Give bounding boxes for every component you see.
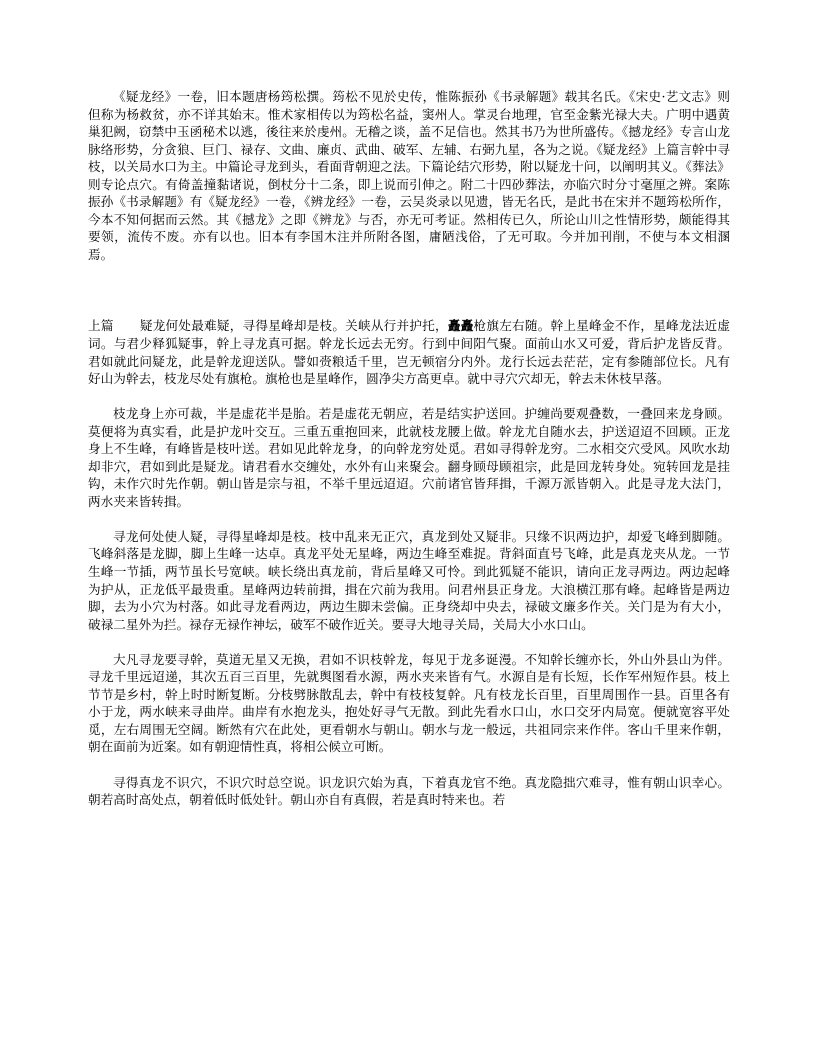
paragraph-3: 寻龙何处使人疑，寻得星峰却是枝。枝中乱来无正穴，真龙到处又疑非。只缘不识两边护，却爱飞峰到脚随。飞峰斜落是龙脚，脚上生峰一达卓。真龙平处无星峰，两边生峰至难捉。背斜面直号飞峰，此是真龙夹从龙。一节生峰一节插，两节虽长号宽峡。峡长绕出真龙前，背后星峰又可怜。到此狐疑不能识，请向正龙寻两边。两边起峰为护从，正龙低平最贵重。星峰两边转前揖，揖在穴前为我用。问君州县正身龙。大浪横江那有峰。起峰皆是两边脚，去为小穴为村落。如此寻龙看两边，两边生脚未尝偏。正身绕却中央去，禄破文廉多作关。关门是为有大小，破禄二星外为拦。禄存无禄作神坛，破军不破作近关。要寻大地寻关局，关局大小水口山。 <box>88 528 730 632</box>
paragraph-gap-1 <box>88 388 730 406</box>
emphasized-glyphs: 矗矗 <box>447 318 474 334</box>
paragraph-preface: 《疑龙经》一卷，旧本题唐杨筠松撰。筠松不见於史传，惟陈振孙《书录解题》载其名氏。《宋史·艺文志》则但称为杨救贫，亦不详其始末。惟术家相传以为筠松名益，窦州人。掌灵台地理，官至金紫光禄大夫。广明中遇黄巢犯阙，窃禁中玉函秘术以逃，後往来於虔州。无稽之谈，盖不足信也。然其书乃为世所盛传。《撼龙经》专言山龙脉络形势，分贪狼、巨门、禄存、文曲、廉贞、武曲、破军、左辅、右弼九星，各为之说。《疑龙经》上篇言幹中寻枝，以关局水口为主。中篇论寻龙到头，看面背朝迎之法。下篇论结穴形势，附以疑龙十问，以阐明其义。《葬法》则专论点穴。有倚盖撞黏诸说，倒杖分十二条，即上说而引伸之。附二十四砂葬法，亦临穴时分寸毫厘之辨。案陈振孙《书录解题》有《疑龙经》一卷，《辨龙经》一卷，云吴炎录以见遗，皆无名氏，是此书在宋并不题筠松所作，今本不知何据而云然。其《撼龙》之即《辨龙》与否，亦无可考证。然相传已久，所论山川之性情形势，颇能得其要领，流传不废。亦有以也。旧本有李国木注并所附各图，庸陋浅俗，了无可取。今并加刊削，不使与本文相溷焉。 <box>88 89 730 262</box>
section-heading-shangpian: 上篇 <box>88 318 114 334</box>
paragraph-2: 枝龙身上亦可裁，半是虚花半是胎。若是虚花无朝应，若是结实护送回。护缠尚要观叠数，一叠回来龙身顾。莫便将为真实看，此是护龙叶交互。三重五重抱回来，此就枝龙腰上做。幹龙尤自随水去，护送迢迢不回顾。正龙身上不生峰，有峰皆是枝叶送。君如见此幹龙身，的向幹龙穷处觅。君如寻得幹龙穷。二水相交穴受风。风吹水劫却非穴，君如到此是疑龙。请君看水交缠处，水外有山来聚会。翻身顾母顾祖宗，此是回龙转身处。宛转回龙是挂钩，未作穴时先作朝。朝山皆是宗与祖，不举千里远迢迢。穴前诸官皆拜揖，千源万派皆朝入。此是寻龙大法门，两水夹来皆转揖。 <box>88 406 730 509</box>
paragraph-5: 寻得真龙不识穴，不识穴时总空说。识龙识穴始为真，下着真龙官不绝。真龙隐拙穴难寻，惟有朝山识幸心。朝若高时高处点，朝着低时低处针。朝山亦自有真假，若是真时特来也。若 <box>88 774 730 808</box>
paragraph-shangpian-text: 疑龙何处最难疑，寻得星峰却是枝。关峡从行并护托，矗矗枪旗左右随。幹上星峰金不作，星峰龙法近虚词。与君少释狐疑事，幹上寻龙真可据。幹龙长远去无穷。行到中间阳气聚。面前山水又可爱，背后护龙皆反背。君如就此问疑龙，此是幹龙迎送队。譬如赍粮适千里，岂无顿宿分内外。龙行长远去茫茫，定有参随部位长。凡有好山为幹去，枝龙尽处有旗枪。旗枪也是星峰作，圆净尖方高更卓。就中寻穴穴却无，幹去未休枝早落。 <box>88 318 730 387</box>
paragraph-shangpian <box>88 317 730 387</box>
paragraph-gap-2 <box>88 510 730 528</box>
paragraph-4: 大凡寻龙要寻幹，莫道无星又无换，君如不识枝幹龙，每见于龙多诞漫。不知幹长缠亦长，外山外县山为伴。寻龙千里远迢递，其次五百三百里，先就舆图看水源，两水夹来皆有气。水源自是有长短，长作军州短作县。枝上节节是乡村，幹上时时断复断。分枝劈脉散乱去，幹中有枝枝复幹。凡有枝龙长百里，百里周围作一县。百里各有小于龙，两水峡来寻曲岸。曲岸有水抱龙头，抱处好寻气无散。到此先看水口山，水口交牙内局宽。便就宽容平处觅，左右周围无空阔。断然有穴在此处，更看朝水与朝山。朝水与龙一般远，共祖同宗来作伴。客山千里来作朝，朝在面前为近案。如有朝迎情性真，将相公候立可断。 <box>88 651 730 755</box>
paragraph-gap-4 <box>88 756 730 774</box>
document-body <box>88 88 730 809</box>
paragraph-gap-3 <box>88 633 730 651</box>
section-gap <box>88 263 730 317</box>
